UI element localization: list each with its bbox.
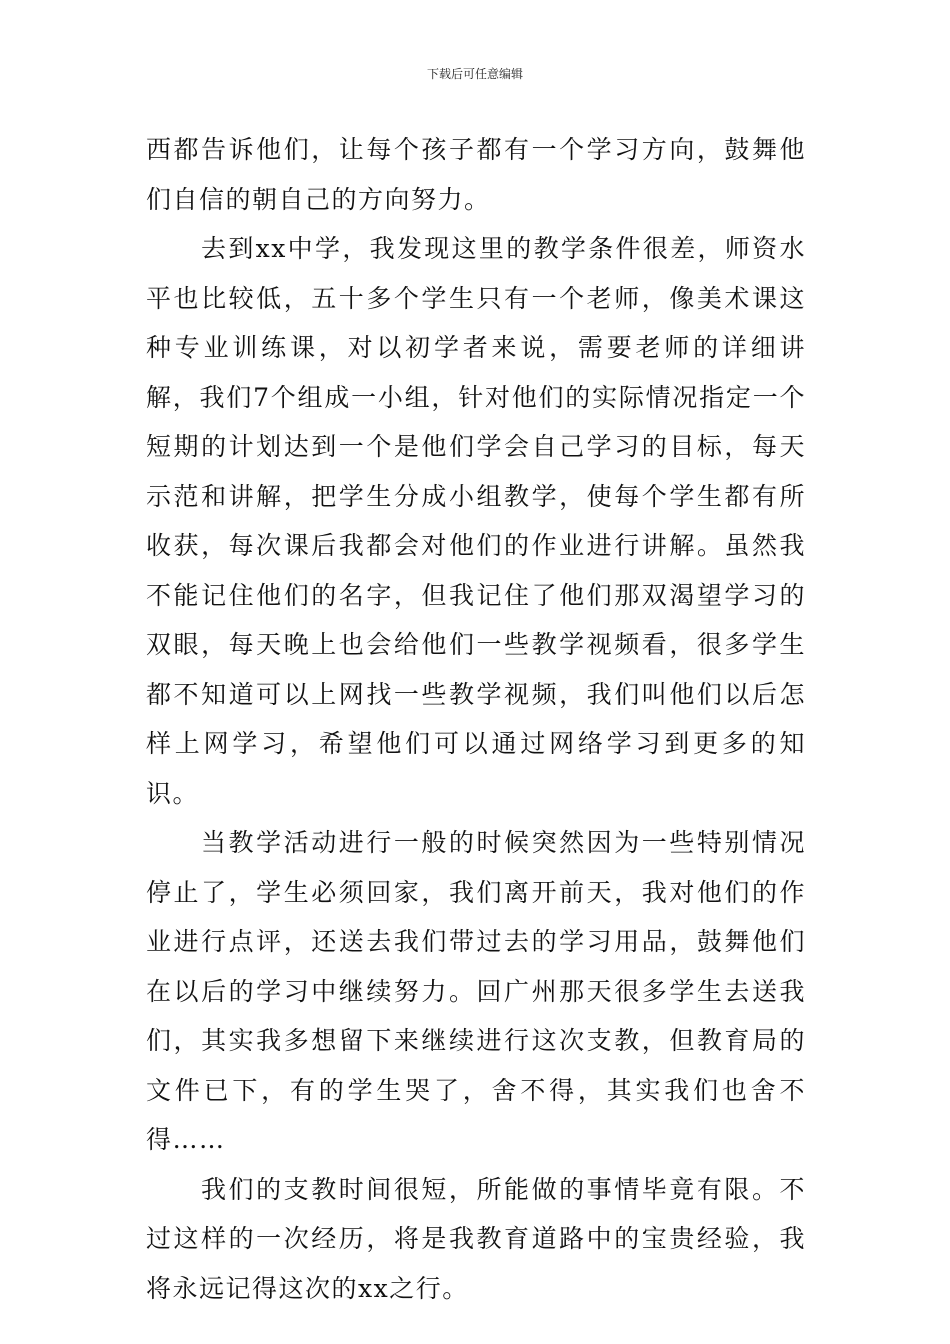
paragraph-continued: 西都告诉他们，让每个孩子都有一个学习方向，鼓舞他们自信的朝自己的方向努力。 bbox=[146, 135, 806, 214]
page-header: 下载后可任意编辑 bbox=[426, 67, 523, 81]
document-body bbox=[146, 125, 806, 1313]
paragraph-school-conditions: 去到xx中学，我发现这里的教学条件很差，师资水平也比较低，五十多个学生只有一个老师，像美术课这种专业训练课，对以初学者来说，需要老师的详细讲解，我们7个组成一小组，针对他们的实际情况指定一个短期的计划达到一个是他们学会自己学习的目标，每天示范和讲解，把学生分成小组教学，使每个学生都有所收获，每次课后我都会对他们的作业进行讲解。虽然我不能记住他们的名字，但我记住了他们那双渴望学习的双眼，每天晚上也会给他们一些教学视频看，很多学生都不知道可以上网找一些教学视频，我们叫他们以后怎样上网学习，希望他们可以通过网络学习到更多的知识。 bbox=[146, 234, 806, 808]
paragraph-activity-stopped: 当教学活动进行一般的时候突然因为一些特别情况停止了，学生必须回家，我们离开前天，我对他们的作业进行点评，还送去我们带过去的学习用品，鼓舞他们在以后的学习中继续努力。回广州那天很多学生去送我们，其实我多想留下来继续进行这次支教，但教育局的文件已下，有的学生哭了，舍不得，其实我们也舍不得…… bbox=[146, 828, 806, 1154]
paragraph-conclusion: 我们的支教时间很短，所能做的事情毕竟有限。不过这样的一次经历，将是我教育道路中的宝贵经验，我将永远记得这次的xx之行。 bbox=[146, 1174, 806, 1303]
